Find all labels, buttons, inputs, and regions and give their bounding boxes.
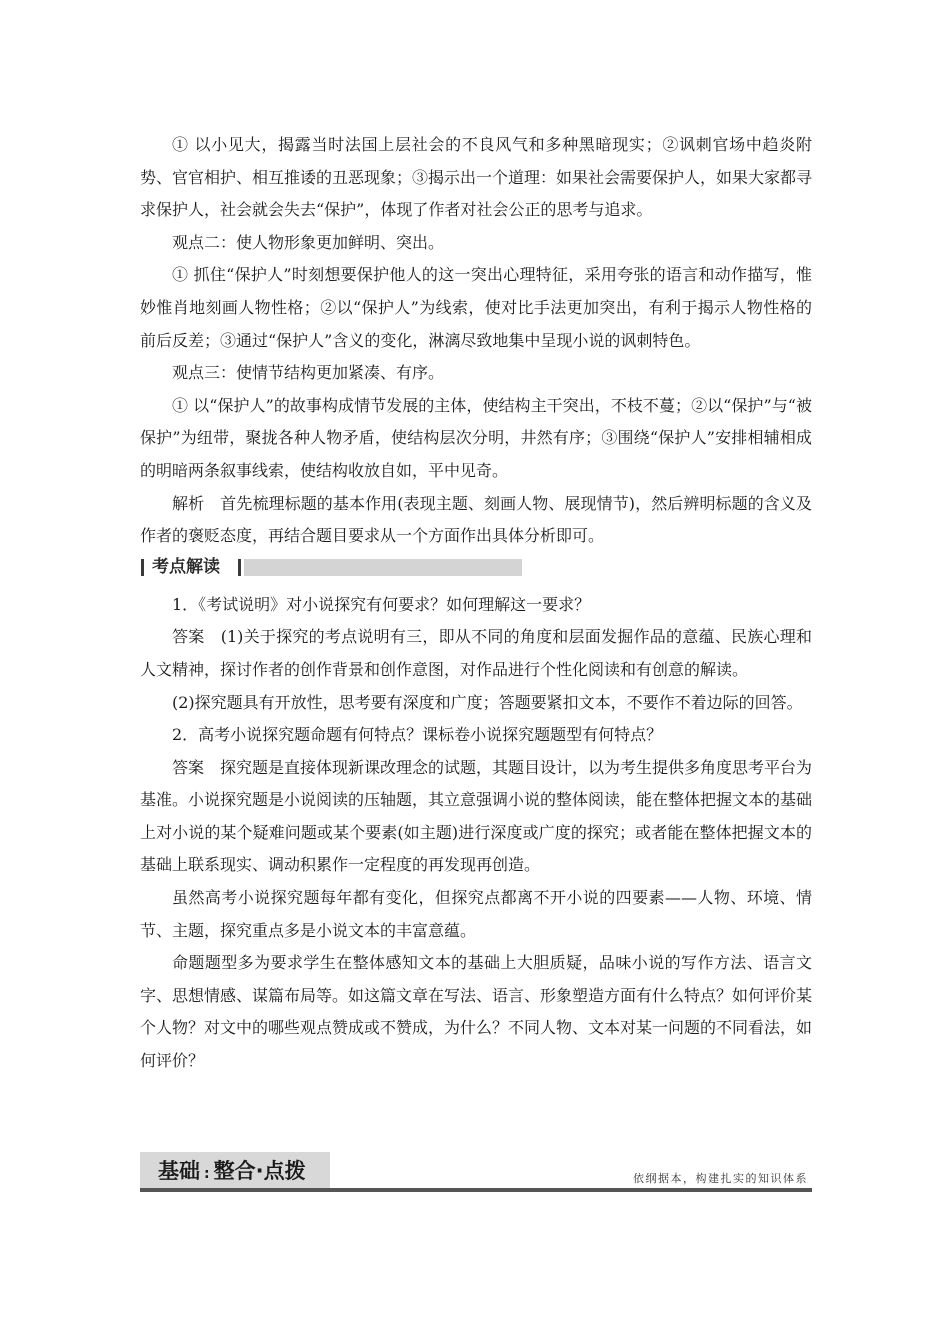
section-title: 考点解读	[152, 556, 220, 577]
section-grey-band	[244, 559, 522, 576]
analysis-paragraph: 解析 首先梳理标题的基本作用(表现主题、刻画人物、展现情节)，然后辨明标题的含义及作者的褒贬态度，再结合题目要求从一个方面作出具体分析即可。	[140, 493, 812, 546]
banner-title-separator: :	[204, 1166, 210, 1182]
viewpoint-heading: 观点二：使人物形象更加鲜明、突出。	[172, 232, 445, 252]
document-body	[140, 129, 812, 1078]
section-right-bar	[238, 559, 241, 576]
banner-rule	[140, 1188, 812, 1192]
answer-paragraph: 答案 (1)关于探究的考点说明有三，即从不同的角度和层面发掘作品的意蕴、民族心理和人文精神，探讨作者的创作背景和创作意图，对作品进行个性化阅读和有创意的解读。	[140, 627, 812, 679]
paragraph: ① 以“保护人”的故事构成情节发展的主体，使结构主干突出，不枝不蔓；②以“保护”与“被保护”为纽带，聚拢各种人物矛盾，使结构层次分明，井然有序；③围绕“保护人”安排相辅相成的明暗两条叙事线索，使结构收放自如，平中见奇。	[140, 395, 812, 480]
banner-title	[158, 1155, 306, 1190]
banner-title-right: 整合·点拨	[213, 1159, 306, 1183]
answer-paragraph: 命题题型多为要求学生在整体感知文本的基础上大胆质疑，品味小说的写作方法、语言文字、思想情感、谋篇布局等。如这篇文章在写法、语言、形象塑造方面有什么特点？如何评价某个人物？对文中的哪些观点赞成或不赞成，为什么？不同人物、文本对某一问题的不同看法，如何评价？	[140, 953, 813, 1071]
viewpoint-heading: 观点三：使情节结构更加紧凑、有序。	[172, 363, 445, 383]
paragraph: ① 抓住“保护人”时刻想要保护他人的这一突出心理特征，采用夸张的语言和动作描写，惟妙惟肖地刻画人物性格；②以“保护人”为线索，使对比手法更加突出，有利于揭示人物性格的前后反差；③通过“保护人”含义的变化，淋漓尽致地集中呈现小说的讽刺特色。	[140, 265, 812, 350]
answer-paragraph: 答案 探究题是直接体现新课改理念的试题，其题目设计，以为考生提供多角度思考平台为基准。小说探究题是小说阅读的压轴题，其立意强调小说的整体阅读，能在整体把握文本的基础上对小说的某个疑难问题或某个要素(如主题)进行深度或广度的探究；或者能在整体把握文本的基础上联系现实、调动积累作一定程度的再发现再创造。	[140, 757, 813, 875]
banner-title-left: 基础	[158, 1159, 200, 1183]
section-header	[140, 557, 812, 579]
answer-paragraph: (2)探究题具有开放性，思考要有深度和广度；答题要紧扣文本，不要作不着边际的回答。	[172, 692, 803, 712]
section-left-bar	[141, 559, 144, 576]
paragraph: ① 以小见大，揭露当时法国上层社会的不良风气和多种黑暗现实；②讽刺官场中趋炎附势、官官相护、相互推诿的丑恶现象；③揭示出一个道理：如果社会需要保护人，如果大家都寻求保护人，社会就会失去“保护”，体现了作者对社会公正的思考与追求。	[140, 135, 813, 220]
chapter-banner	[140, 1152, 812, 1194]
question: 1．《考试说明》对小说探究有何要求？如何理解这一要求？	[172, 594, 591, 614]
answer-paragraph: 虽然高考小说探究题每年都有变化，但探究点都离不开小说的四要素——人物、环境、情节、主题，探究重点多是小说文本的丰富意蕴。	[140, 888, 812, 940]
banner-slogan: 依纲据本，构建扎实的知识体系	[633, 1172, 808, 1185]
question: 2．高考小说探究题命题有何特点？课标卷小说探究题题型有何特点？	[172, 725, 663, 745]
